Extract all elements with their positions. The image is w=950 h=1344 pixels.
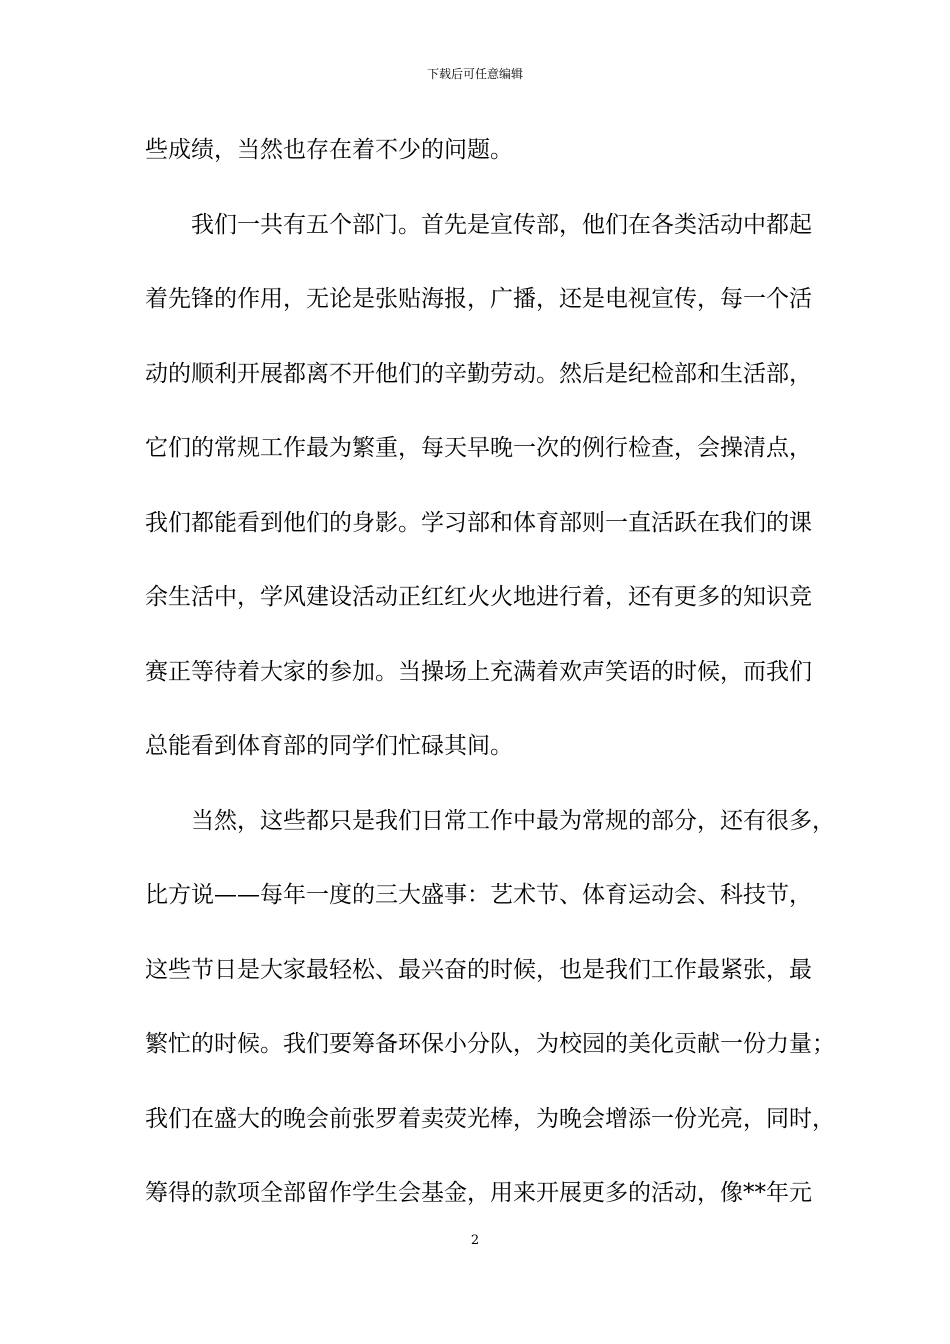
text-line: 总能看到体育部的同学们忙碌其间。 bbox=[145, 733, 513, 759]
text-line: 些成绩，当然也存在着不少的问题。 bbox=[145, 137, 513, 163]
text-line: 余生活中，学风建设活动正红红火火地进行着，还有更多的知识竞 bbox=[145, 584, 812, 610]
text-line: 它们的常规工作最为繁重，每天早晚一次的例行检查，会操清点， bbox=[145, 435, 812, 461]
text-line: 这些节日是大家最轻松、最兴奋的时候，也是我们工作最紧张，最 bbox=[145, 956, 812, 983]
text-line: 动的顺利开展都离不开他们的辛勤劳动。然后是纪检部和生活部， bbox=[145, 360, 812, 387]
text-line: 我们都能看到他们的身影。学习部和体育部则一直活跃在我们的课 bbox=[145, 509, 812, 536]
text-line: 筹得的款项全部留作学生会基金，用来开展更多的活动，像**年元 bbox=[145, 1180, 812, 1206]
text-line: 我们一共有五个部门。首先是宣传部，他们在各类活动中都起 bbox=[191, 211, 812, 238]
text-line: 当然，这些都只是我们日常工作中最为常规的部分，还有很多， bbox=[191, 807, 835, 834]
text-line: 比方说——每年一度的三大盛事：艺术节、体育运动会、科技节， bbox=[145, 882, 812, 908]
document-body bbox=[145, 126, 835, 1244]
page-header: 下载后可任意编辑 bbox=[426, 67, 523, 81]
text-line: 繁忙的时候。我们要筹备环保小分队，为校园的美化贡献一份力量； bbox=[145, 1031, 835, 1057]
text-line: 我们在盛大的晚会前张罗着卖荧光棒，为晚会增添一份光亮，同时， bbox=[145, 1105, 835, 1132]
text-line: 赛正等待着大家的参加。当操场上充满着欢声笑语的时候，而我们 bbox=[145, 658, 812, 685]
page-number: 2 bbox=[470, 1233, 480, 1248]
text-line: 着先锋的作用，无论是张贴海报，广播，还是电视宣传，每一个活 bbox=[145, 286, 812, 312]
